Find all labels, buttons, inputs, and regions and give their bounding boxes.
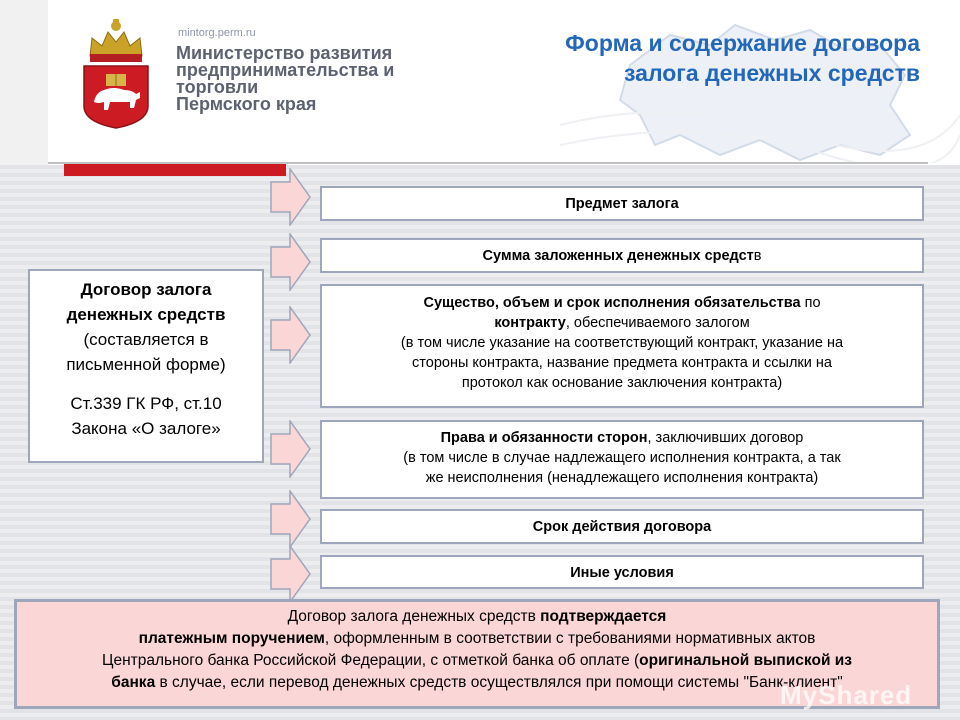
arrow-right-icon xyxy=(270,420,312,478)
arrow-right-icon xyxy=(270,306,312,364)
item-title: Сумма заложенных денежных средст xyxy=(482,248,754,264)
item-text: по xyxy=(800,295,821,311)
item-title: Срок действия договора xyxy=(532,519,712,535)
arrow-right-icon xyxy=(270,545,312,603)
item-detail-line: протокол как основание заключения контракта) xyxy=(461,375,783,391)
note-text: Центрального банка Российской Федерации, с отметкой банка об оплате ( xyxy=(101,652,640,669)
ministry-line: предпринимательства и xyxy=(176,60,395,80)
contract-form-line: письменной форме) xyxy=(66,355,226,374)
item-detail-line: (в том числе в случае надлежащего исполнения контракта, а так xyxy=(403,450,841,466)
ministry-line: Министерство развития xyxy=(176,43,393,63)
note-text-bold: платежным поручением xyxy=(138,630,325,647)
red-accent-bar xyxy=(64,164,286,176)
watermark-text: MyShared xyxy=(780,680,913,710)
contract-box xyxy=(28,269,264,463)
ministry-line: торговли xyxy=(176,77,259,97)
slide-title-line: Форма и содержание договора xyxy=(565,30,920,56)
ministry-name xyxy=(176,45,436,113)
condition-item-obligation xyxy=(320,284,924,408)
item-text: , обеспечиваемого залогом xyxy=(565,315,750,331)
coat-of-arms-icon xyxy=(80,18,152,130)
contract-title-line: Договор залога xyxy=(80,280,212,299)
item-title: Предмет залога xyxy=(565,196,679,212)
note-text-bold: банка xyxy=(111,674,156,691)
slide-title-line: залога денежных средств xyxy=(624,60,920,86)
site-url[interactable]: mintorg.perm.ru xyxy=(178,27,256,39)
note-text: , оформленным в соответствии с требованиями нормативных актов xyxy=(324,630,816,647)
ministry-line: Пермского края xyxy=(176,94,317,114)
contract-form-line: (составляется в xyxy=(83,330,209,349)
condition-item-term xyxy=(320,509,924,544)
contract-title-line: денежных средств xyxy=(66,305,226,324)
note-text: в случае, если перевод денежных средств осуществлялся при помощи системы "Банк-клиент" xyxy=(155,674,843,691)
item-detail-line: же неисполнения (ненадлежащего исполнения контракта) xyxy=(425,470,819,486)
note-text-bold: оригинальной выпиской из xyxy=(639,652,853,669)
item-title-tail: в xyxy=(753,248,762,264)
item-title: Права и обязанности сторон xyxy=(440,430,648,446)
item-text: , заключивших договор xyxy=(647,430,804,446)
note-text: Договор залога денежных средств xyxy=(287,608,541,625)
item-title: Иные условия xyxy=(570,565,674,581)
item-detail-line: стороны контракта, название предмета контракта и ссылки на xyxy=(412,355,832,371)
item-title: контракту xyxy=(494,315,566,331)
header-left-strip xyxy=(0,0,48,165)
slide-title xyxy=(470,28,920,88)
arrow-right-icon xyxy=(270,490,312,548)
contract-law-line: Закона «О залоге» xyxy=(71,419,221,438)
item-detail-line: (в том числе указание на соответствующий контракт, указание на xyxy=(400,335,844,351)
note-text-bold: подтверждается xyxy=(540,608,667,625)
arrow-right-icon xyxy=(270,233,312,291)
condition-item-other xyxy=(320,555,924,589)
condition-item-amount xyxy=(320,238,924,273)
condition-item-rights xyxy=(320,420,924,499)
arrow-right-icon xyxy=(270,168,312,226)
condition-item-subject xyxy=(320,186,924,221)
item-title: Существо, объем и срок исполнения обязательства xyxy=(423,295,801,311)
contract-law-line: Ст.339 ГК РФ, ст.10 xyxy=(70,394,222,413)
